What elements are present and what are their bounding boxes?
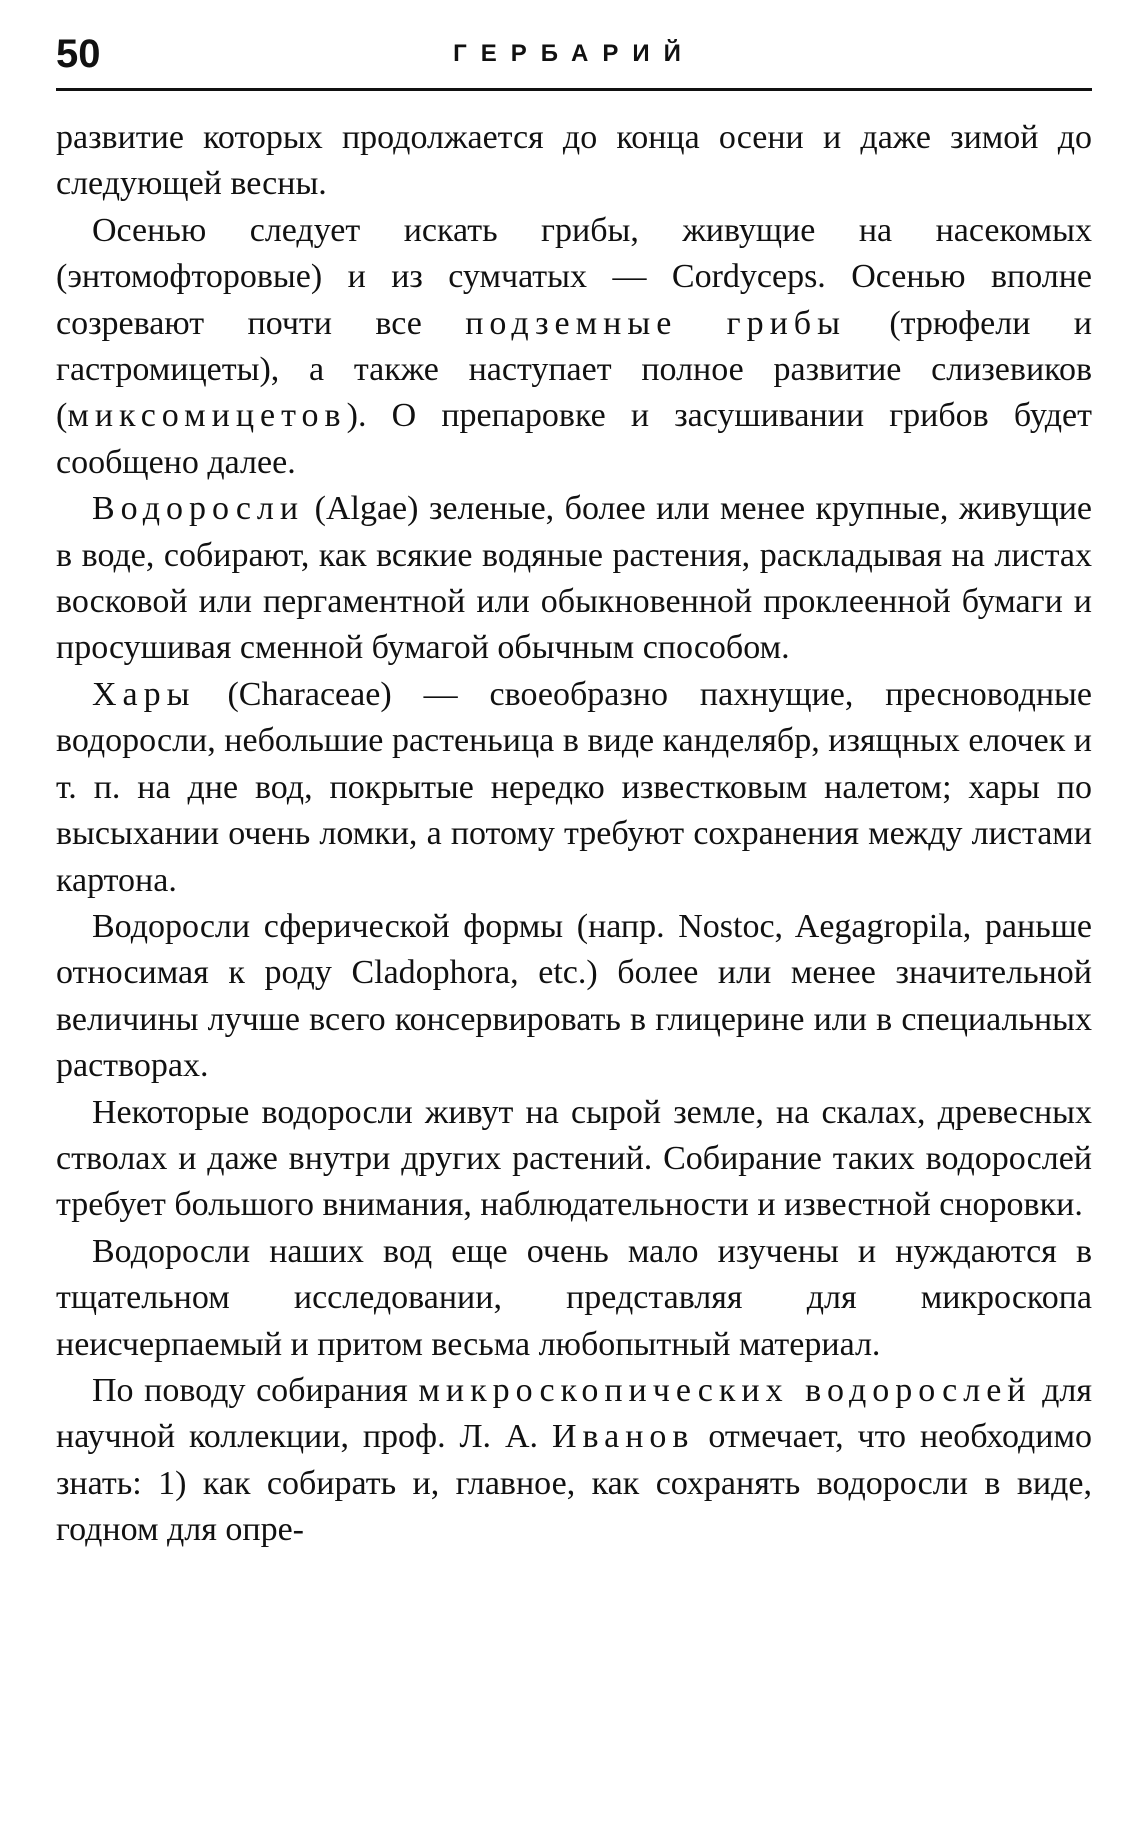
text-run: Водоросли наших вод еще очень мало изучены и нуждаются в тщательном исследовании, представляя для микроскопа неисчерпаемый и притом весьма любопытный материал. — [56, 1232, 1092, 1363]
paragraph — [56, 1368, 1092, 1554]
paragraph — [56, 486, 1092, 672]
paragraph — [56, 1229, 1092, 1368]
paragraph — [56, 208, 1092, 486]
text-run: (трюфели и гастромицеты), а также наступает полное развитие слизевиков ( — [56, 304, 1092, 435]
paragraph — [56, 115, 1092, 208]
spaced-term: Иванов — [551, 1418, 695, 1456]
page-body — [56, 115, 1092, 1554]
spaced-term: Водоросли — [92, 490, 305, 528]
text-run: (Algae) зеленые, более или менее крупные, живущие в воде, собирают, как всякие водяные растения, раскладывая на листах восковой или пергаментной или обыкновенной проклеенной бумаги и просушивая сменной бумагой обычным способом. — [56, 490, 1092, 667]
spaced-term: микроскопических водорослей — [418, 1371, 1032, 1409]
text-run: Некоторые водоросли живут на сырой земле, на скалах, древесных стволах и даже внутри других растений. Собирание таких водорослей требует большого внимания, наблюдательности и известной сноровки. — [56, 1093, 1092, 1224]
text-run: Осенью следует искать грибы, живущие на насекомых (энтомофторовые) и из сумчатых — Cordyceps. Осенью вполне созревают почти все — [56, 211, 1092, 342]
paragraph — [56, 904, 1092, 1090]
text-run: отмечает, что необходимо знать: 1) как собирать и, главное, как сохранять водоросли в виде, годном для опре- — [56, 1418, 1092, 1549]
page-number: 50 — [56, 32, 101, 76]
text-run: развитие которых продолжается до конца осени и даже зимой до следующей весны. — [56, 119, 1092, 203]
text-run: По поводу собирания — [92, 1371, 419, 1409]
page-header — [56, 28, 1092, 80]
spaced-term: Хары — [92, 675, 196, 713]
running-title: ГЕРБАРИЙ — [453, 40, 695, 67]
text-run: (Characeae) — своеобразно пахнущие, пресноводные водоросли, небольшие растеньица в виде канделябр, изящных елочек и т. п. на дне вод, покрытые нередко известковым налетом; хары по высыхании очень ломки, а потому требуют сохранения между листами картона. — [56, 675, 1092, 899]
book-page — [56, 28, 1092, 1554]
paragraph — [56, 672, 1092, 904]
header-rule — [56, 88, 1092, 91]
paragraph — [56, 1090, 1092, 1229]
text-run: Водоросли сферической формы (напр. Nostoc, Aegagropila, раньше относимая к роду Cladophora, etc.) более или менее значительной величины лучше всего консервировать в глицерине или в специальных растворах. — [56, 907, 1092, 1085]
text-run: ). О препаровке и засушивании грибов будет сообщено далее. — [56, 397, 1092, 481]
text-run: для научной коллекции, проф. Л. А. — [56, 1371, 1092, 1456]
spaced-term: миксомицетов — [67, 397, 347, 435]
spaced-term: подземные грибы — [465, 304, 846, 342]
